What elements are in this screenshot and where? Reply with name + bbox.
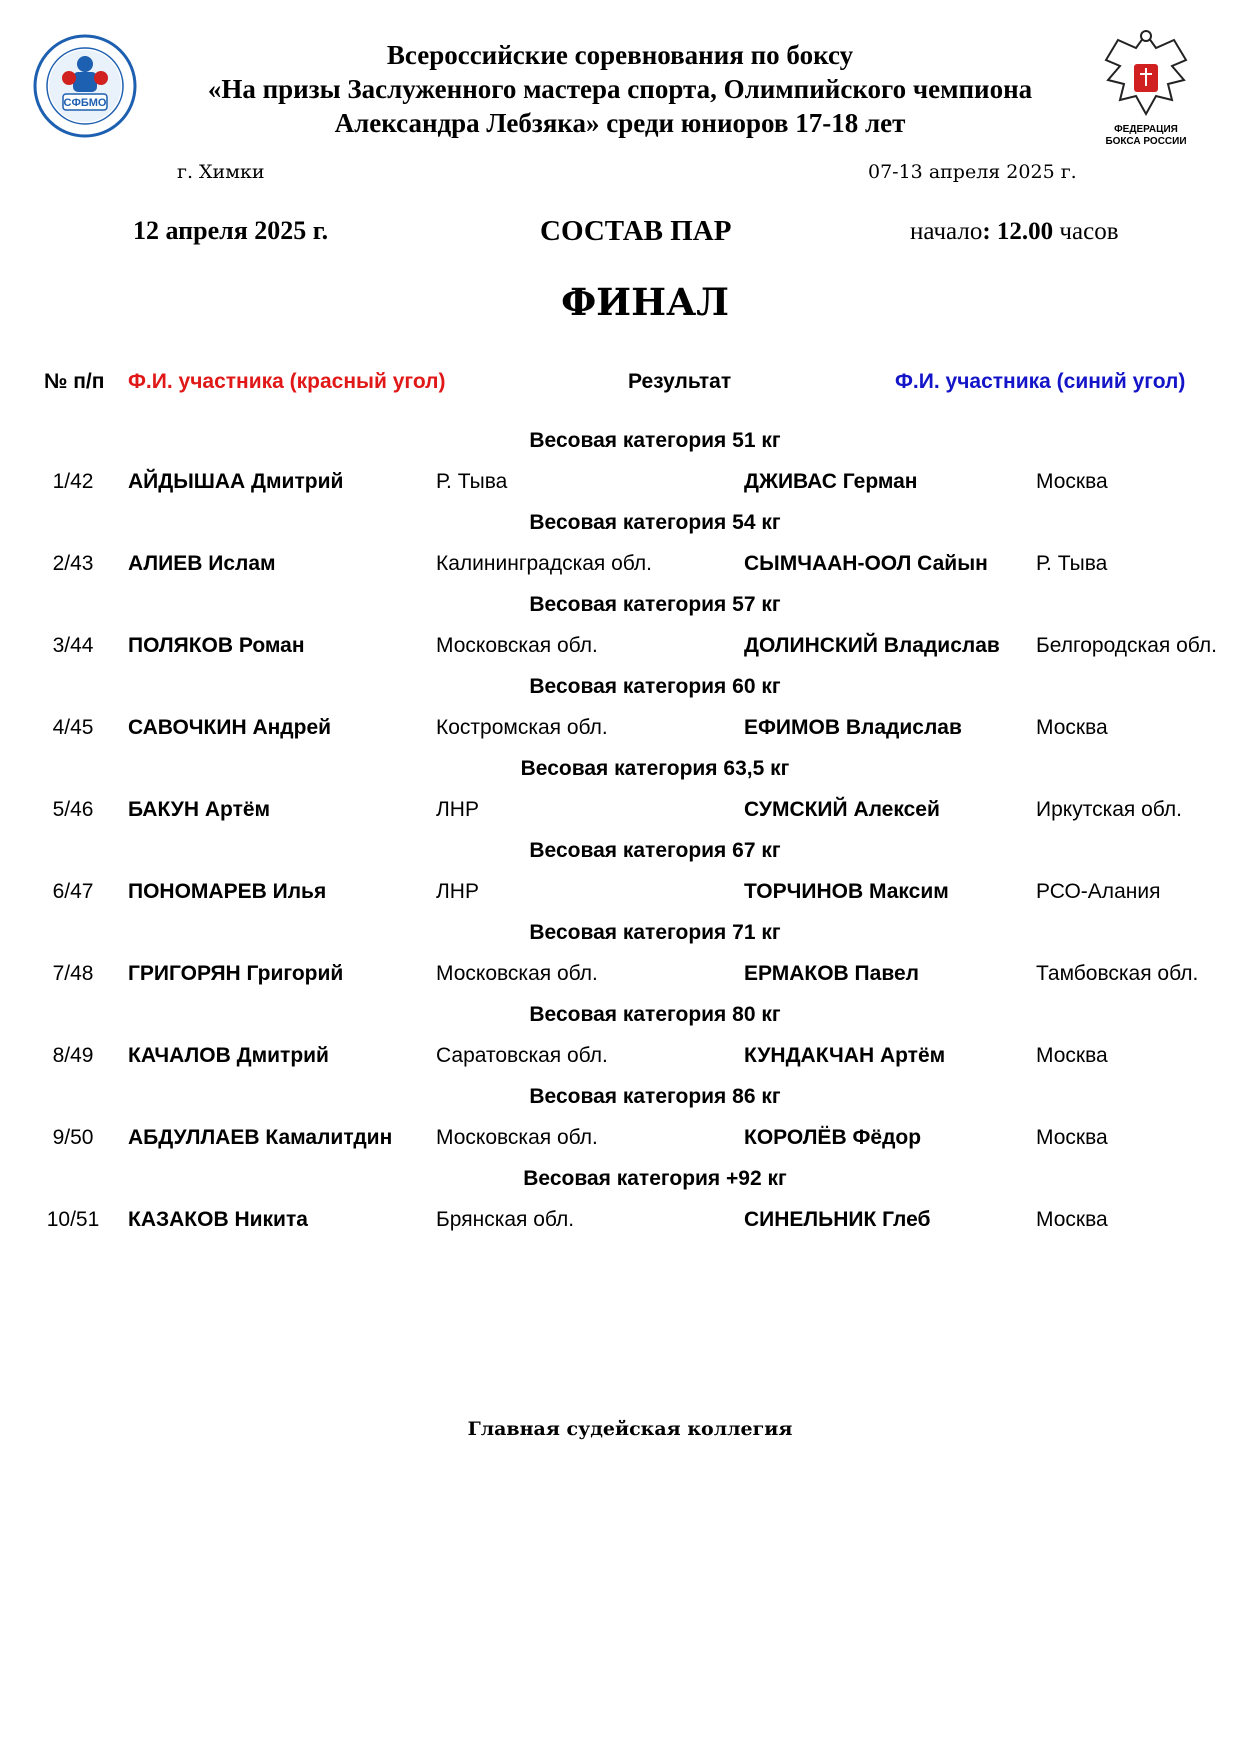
event-dates: 07-13 апреля 2025 г. — [868, 161, 1077, 183]
weight-category: Весовая категория +92 кг — [523, 1167, 787, 1190]
weight-category: Весовая категория 57 кг — [529, 593, 781, 616]
red-corner-region: Костромская обл. — [436, 716, 608, 739]
event-title-line-3: Александра Лебзяка» среди юниоров 17-18 лет — [334, 108, 906, 138]
blue-corner-name: КУНДАКЧАН Артём — [744, 1044, 946, 1067]
bout-number: 10/51 — [46, 1208, 100, 1231]
weight-category: Весовая категория 67 кг — [529, 839, 781, 862]
weight-category: Весовая категория 60 кг — [529, 675, 781, 698]
weight-category: Весовая категория 71 кг — [529, 921, 781, 944]
blue-corner-name: ТОРЧИНОВ Максим — [744, 880, 949, 903]
bout-number: 1/42 — [52, 470, 94, 493]
blue-corner-region: Москва — [1036, 1044, 1108, 1067]
red-corner-name: ПОЛЯКОВ Роман — [128, 634, 305, 657]
red-corner-region: Брянская обл. — [436, 1208, 575, 1231]
blue-corner-region: РСО-Алания — [1036, 880, 1161, 903]
bout-row — [0, 707, 1240, 748]
bout-number: 5/46 — [52, 798, 94, 821]
event-title-line-1: Всероссийские соревнования по боксу — [386, 40, 854, 70]
start-unit: часов — [1053, 218, 1119, 245]
red-corner-name: АБДУЛЛАЕВ Камалитдин — [128, 1126, 393, 1149]
bout-day: 12 апреля 2025 г. — [133, 216, 329, 245]
blue-corner-name: ЕФИМОВ Владислав — [744, 716, 962, 739]
column-header-red-corner: Ф.И. участника (красный угол) — [128, 370, 446, 393]
bout-number: 4/45 — [52, 716, 94, 739]
bout-row — [0, 789, 1240, 830]
federation-logo-text-2: БОКСА РОССИИ — [1105, 136, 1187, 147]
bout-row — [0, 871, 1240, 912]
federation-logo-text-1: ФЕДЕРАЦИЯ — [1114, 124, 1178, 135]
sfbmo-logo — [33, 34, 137, 138]
bouts-list — [0, 420, 1240, 1240]
bout-row — [0, 1199, 1240, 1240]
red-corner-name: ПОНОМАРЕВ Илья — [128, 880, 327, 903]
red-corner-region: Московская обл. — [436, 634, 598, 657]
red-corner-name: КАЧАЛОВ Дмитрий — [128, 1044, 329, 1067]
event-title-line-2: «На призы Заслуженного мастера спорта, Олимпийского чемпиона — [207, 74, 1033, 104]
red-corner-name: АЛИЕВ Ислам — [128, 552, 276, 575]
blue-corner-region: Белгородская обл. — [1036, 634, 1217, 657]
blue-corner-region: Р. Тыва — [1036, 552, 1108, 575]
bout-number: 2/43 — [52, 552, 94, 575]
red-corner-name: БАКУН Артём — [128, 798, 271, 821]
blue-corner-region: Москва — [1036, 716, 1108, 739]
red-corner-region: ЛНР — [436, 880, 479, 903]
bout-number: 8/49 — [52, 1044, 94, 1067]
red-corner-name: КАЗАКОВ Никита — [128, 1208, 308, 1231]
weight-category: Весовая категория 54 кг — [529, 511, 781, 534]
sfbmo-logo-text: СФБМО — [63, 97, 107, 109]
red-corner-region: Саратовская обл. — [436, 1044, 608, 1067]
red-corner-region: Московская обл. — [436, 1126, 598, 1149]
blue-corner-name: ЕРМАКОВ Павел — [744, 962, 919, 985]
event-city: г. Химки — [177, 161, 265, 183]
blue-corner-region: Москва — [1036, 470, 1108, 493]
column-header-blue-corner: Ф.И. участника (синий угол) — [895, 370, 1186, 393]
red-corner-name: САВОЧКИН Андрей — [128, 716, 332, 739]
bout-row — [0, 461, 1240, 502]
bout-row — [0, 625, 1240, 666]
red-corner-region: Калининградская обл. — [436, 552, 652, 575]
blue-corner-region: Москва — [1036, 1208, 1108, 1231]
bout-row — [0, 1035, 1240, 1076]
blue-corner-name: ДЖИВАС Герман — [744, 470, 918, 493]
blue-corner-name: СУМСКИЙ Алексей — [744, 798, 940, 821]
bout-row — [0, 543, 1240, 584]
column-header-result: Результат — [628, 370, 732, 393]
blue-corner-name: КОРОЛЁВ Фёдор — [744, 1126, 922, 1149]
bout-number: 6/47 — [52, 880, 94, 903]
weight-category: Весовая категория 51 кг — [529, 429, 781, 452]
blue-corner-name: ДОЛИНСКИЙ Владислав — [744, 634, 1000, 657]
red-corner-name: ГРИГОРЯН Григорий — [128, 962, 344, 985]
bout-row — [0, 953, 1240, 994]
bout-number: 9/50 — [52, 1126, 94, 1149]
blue-corner-name: СИНЕЛЬНИК Глеб — [744, 1208, 931, 1231]
red-corner-region: Московская обл. — [436, 962, 598, 985]
weight-category: Весовая категория 86 кг — [529, 1085, 781, 1108]
start-time-value: : 12.00 — [982, 218, 1054, 245]
start-time — [910, 218, 1119, 246]
start-label: начало — [910, 218, 983, 245]
column-header-number: № п/п — [44, 370, 105, 393]
red-corner-name: АЙДЫШАА Дмитрий — [128, 470, 344, 493]
blue-corner-region: Москва — [1036, 1126, 1108, 1149]
blue-corner-region: Иркутская обл. — [1036, 798, 1182, 821]
event-title — [150, 38, 1090, 140]
weight-category: Весовая категория 63,5 кг — [520, 757, 790, 780]
blue-corner-name: СЫМЧААН-ООЛ Сайын — [744, 552, 988, 575]
bout-number: 3/44 — [52, 634, 94, 657]
bout-row — [0, 1117, 1240, 1158]
bout-number: 7/48 — [52, 962, 94, 985]
document-title: СОСТАВ ПАР — [540, 215, 732, 247]
blue-corner-region: Тамбовская обл. — [1036, 962, 1199, 985]
russian-boxing-federation-logo — [1098, 26, 1194, 150]
chief-judges-panel: Главная судейская коллегия — [467, 1418, 793, 1440]
weight-category: Весовая категория 80 кг — [529, 1003, 781, 1026]
stage-title: ФИНАЛ — [561, 280, 729, 324]
red-corner-region: Р. Тыва — [436, 470, 508, 493]
red-corner-region: ЛНР — [436, 798, 479, 821]
